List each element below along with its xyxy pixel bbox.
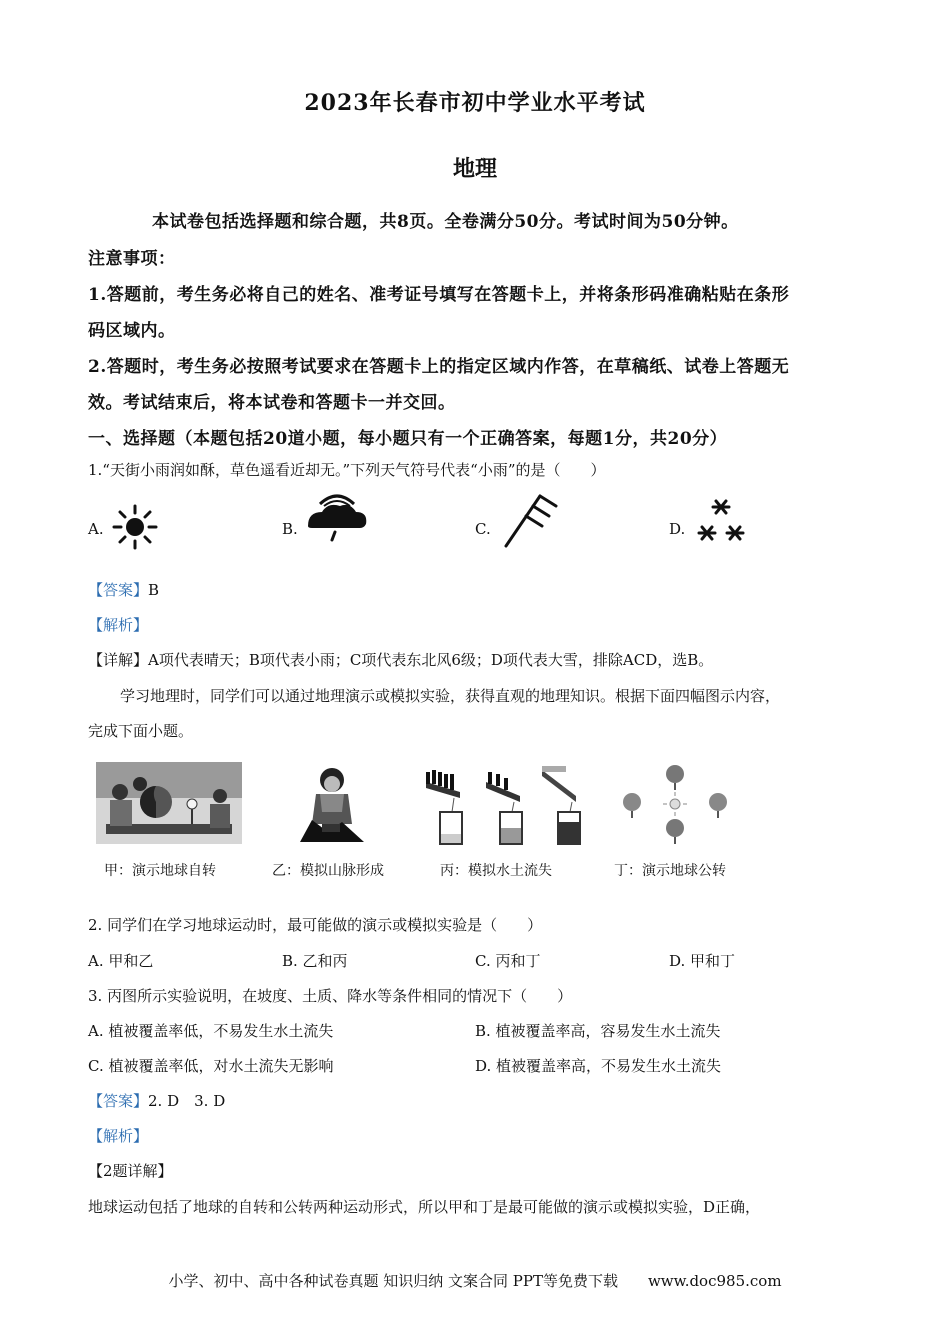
notice-2-line2: 效。考试结束后，将本试卷和答题卡一并交回。: [88, 393, 456, 413]
q1-option-a-label: A.: [88, 520, 104, 538]
q3-option-d: D. 植被覆盖率高，不易发生水土流失: [475, 1057, 722, 1075]
q2-option-d: D. 甲和丁: [669, 952, 736, 970]
q2-option-c: C. 丙和丁: [475, 952, 541, 970]
earth-revolution-demo-image: [620, 762, 730, 846]
section-heading: 一、选择题（本题包括20道小题，每小题只有一个正确答案，每题1分，共20分）: [88, 429, 728, 449]
detail-text: A项代表晴天；B项代表小雨；C项代表东北风6级；D项代表大雪，排除ACD，选B。: [148, 651, 714, 669]
notice-1-line2: 码区域内。: [88, 321, 176, 341]
figure-caption-ding: 丁：演示地球公转: [614, 863, 726, 879]
q3-stem: 3. 丙图所示实验说明，在坡度、土质、降水等条件相同的情况下（ ）: [88, 987, 573, 1005]
notice-1-line1: 1.答题前，考生务必将自己的姓名、准考证号填写在答题卡上，并将条形码准确粘贴在条形: [88, 285, 790, 305]
q2-detail-tag: 【2题详解】: [88, 1162, 173, 1180]
soil-erosion-demo-image: [418, 762, 588, 848]
q2-q3-answer: [88, 1090, 225, 1111]
notice-2-line1: 2.答题时，考生务必按照考试要求在答题卡上的指定区域内作答，在草稿纸、试卷上答题无: [88, 357, 790, 377]
q2-option-b: B. 乙和丙: [282, 952, 348, 970]
passage-line1: 学习地理时，同学们可以通过地理演示或模拟实验，获得直观的地理知识。根据下面四幅图示内容，: [120, 687, 781, 705]
q2-option-a: A. 甲和乙: [88, 952, 154, 970]
answer-value: B: [148, 581, 160, 599]
q1-option-d-label: D.: [669, 520, 686, 538]
answer-tag: 【答案】: [88, 1092, 149, 1110]
subject-title: 地理: [452, 156, 497, 182]
q3-option-a: A. 植被覆盖率低，不易发生水土流失: [88, 1022, 334, 1040]
q1-option-c-label: C.: [475, 520, 491, 538]
q1-stem: 1.“天街小雨润如酥，草色遥看近却无。”下列天气符号代表“小雨”的是（ ）: [88, 461, 606, 479]
q2-detail-text: 地球运动包括了地球的自转和公转两种运动形式，所以甲和丁是最可能做的演示或模拟实验，D正确，: [88, 1198, 761, 1216]
exam-intro: 本试卷包括选择题和综合题，共8页。全卷满分50分。考试时间为50分钟。: [152, 212, 739, 232]
heavy-snow-icon: [693, 495, 749, 547]
figure-caption-yi: 乙：模拟山脉形成: [272, 863, 384, 879]
page-footer: 小学、初中、高中各种试卷真题 知识归纳 文案合同 PPT等免费下载 www.doc985.com: [168, 1272, 782, 1290]
answer-value: 2. D 3. D: [148, 1092, 226, 1110]
detail-tag: 【详解】: [88, 651, 149, 669]
wind-icon: [500, 490, 560, 550]
figure-caption-bing: 丙：模拟水土流失: [440, 863, 552, 879]
sun-icon: [110, 502, 160, 552]
figure-caption-jia: 甲：演示地球自转: [104, 863, 216, 879]
earth-rotation-demo-image: [96, 762, 242, 844]
passage-line2: 完成下面小题。: [88, 722, 194, 740]
q2-q3-analysis-tag: 【解析】: [88, 1127, 149, 1145]
q3-option-c: C. 植被覆盖率低，对水土流失无影响: [88, 1057, 334, 1075]
q1-option-b-label: B.: [282, 520, 298, 538]
q1-analysis-tag: 【解析】: [88, 616, 149, 634]
exam-title: 2023年长春市初中学业水平考试: [304, 90, 646, 116]
notice-heading: 注意事项：: [88, 249, 176, 269]
mountain-formation-demo-image: [292, 764, 372, 844]
q2-stem: 2. 同学们在学习地球运动时，最可能做的演示或模拟实验是（ ）: [88, 916, 543, 934]
q1-answer: [88, 579, 159, 600]
light-rain-icon: [302, 490, 372, 546]
q3-option-b: B. 植被覆盖率高，容易发生水土流失: [475, 1022, 721, 1040]
q1-detail: [88, 649, 713, 670]
answer-tag: 【答案】: [88, 581, 149, 599]
